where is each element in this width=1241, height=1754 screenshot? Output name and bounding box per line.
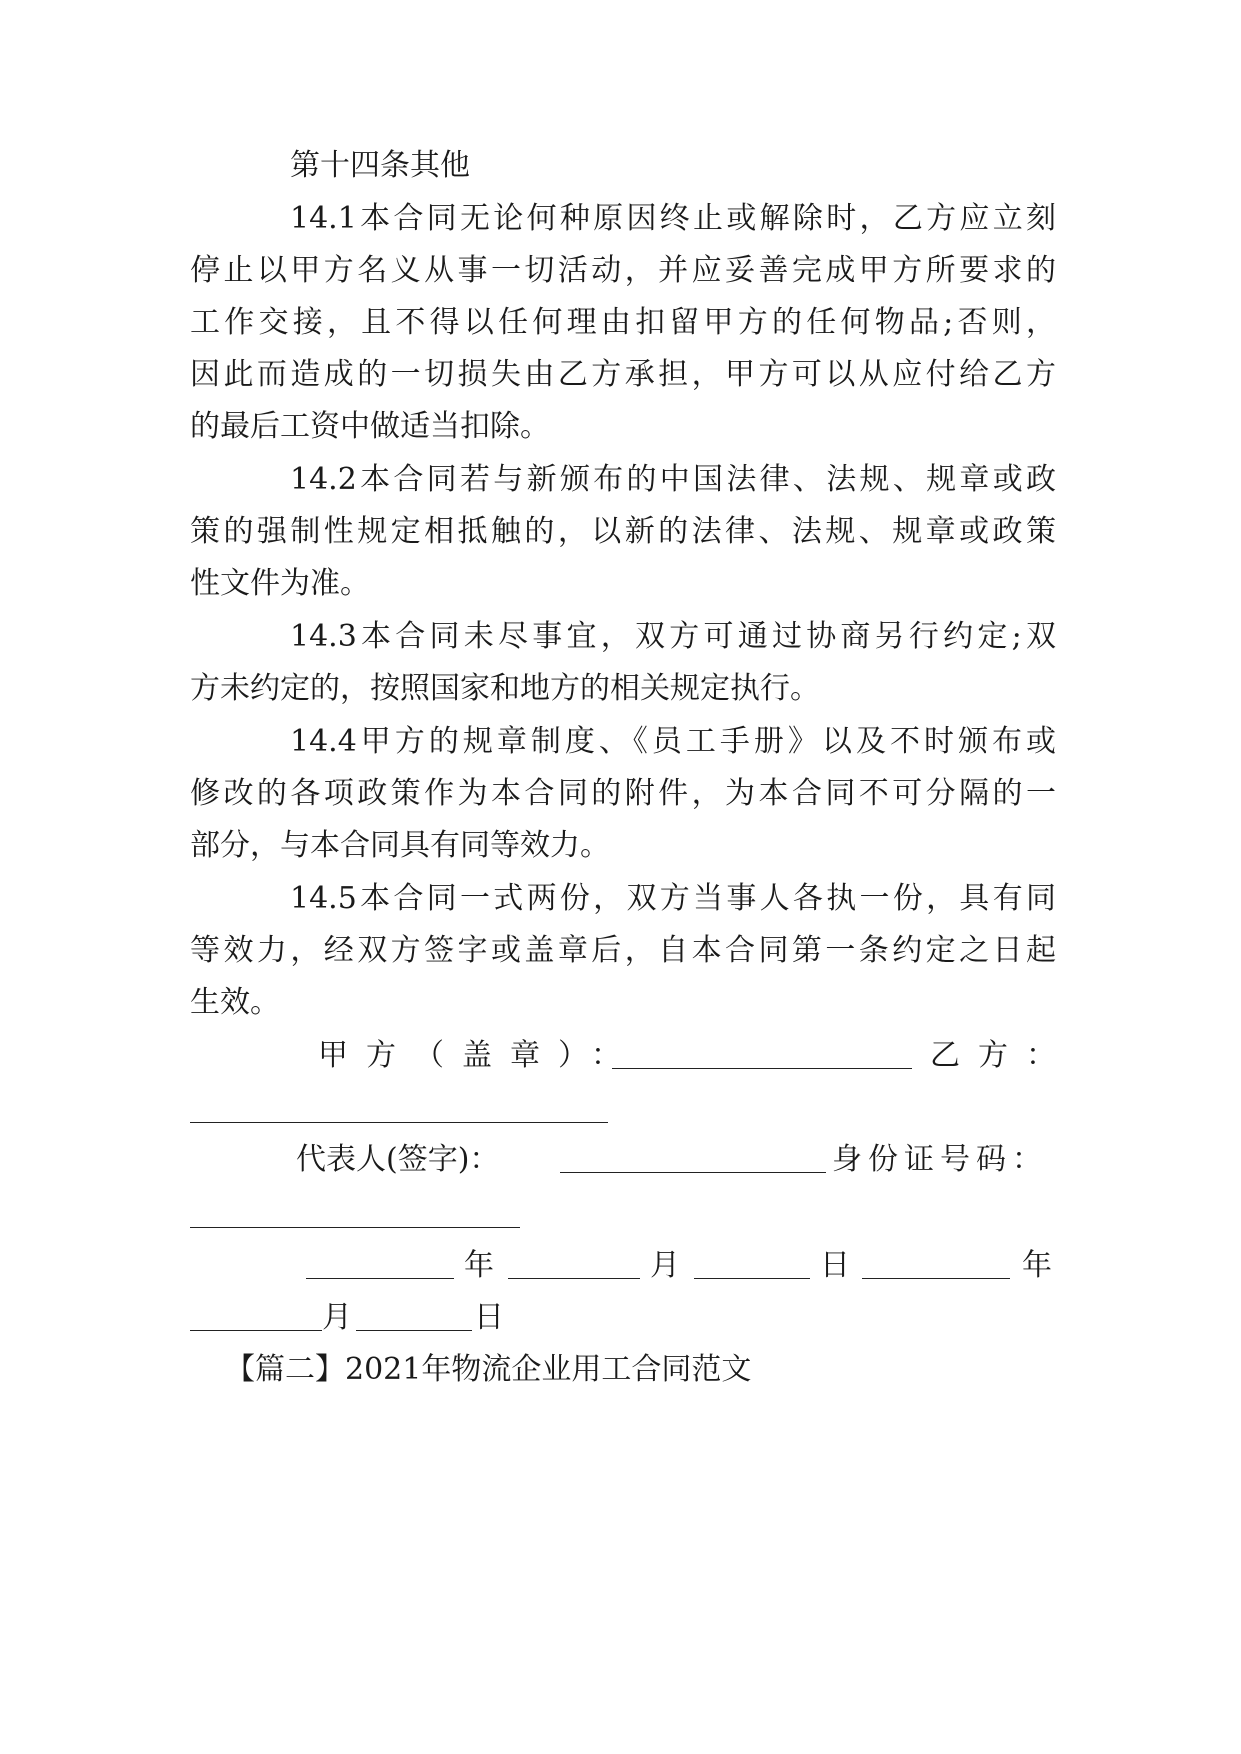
date-a-year-blank xyxy=(306,1278,454,1279)
clause-14-5-line-3: 生效。 xyxy=(190,985,280,1020)
id-number-blank xyxy=(190,1227,520,1228)
clause-14-4-line-1: 14.4甲方的规章制度、《员工手册》以及不时颁布或 xyxy=(290,724,1056,759)
clause-14-3-line-1: 14.3本合同未尽事宜，双方可通过协商另行约定;双 xyxy=(290,619,1056,654)
representative-blank xyxy=(560,1172,826,1173)
clause-14-1-line-5: 的最后工资中做适当扣除。 xyxy=(190,409,550,444)
date-b-year-label: 年 xyxy=(1022,1248,1052,1283)
representative-label: 代表人(签字)： xyxy=(296,1142,500,1177)
clause-14-1-line-2: 停止以甲方名义从事一切活动，并应妥善完成甲方所要求的 xyxy=(190,253,1056,288)
clause-14-1-line-1: 14.1本合同无论何种原因终止或解除时，乙方应立刻 xyxy=(290,201,1056,236)
article-heading: 第十四条其他 xyxy=(290,148,470,183)
date-a-month-blank xyxy=(508,1278,640,1279)
clause-14-1-line-3: 工作交接，且不得以任何理由扣留甲方的任何物品;否则， xyxy=(190,305,1056,340)
party-a-label: 甲方（盖章）： xyxy=(318,1038,639,1073)
id-number-label: 身份证号码： xyxy=(832,1142,1048,1177)
clause-14-4-line-2: 修改的各项政策作为本合同的附件，为本合同不可分隔的一 xyxy=(190,776,1056,811)
date-a-day-label: 日 xyxy=(820,1248,850,1283)
clause-14-2-line-2: 策的强制性规定相抵触的，以新的法律、法规、规章或政策 xyxy=(190,514,1056,549)
date-b-year-blank xyxy=(862,1278,1010,1279)
date-b-month-label: 月 xyxy=(322,1300,352,1335)
date-a-year-label: 年 xyxy=(464,1248,494,1283)
party-b-label: 乙方： xyxy=(930,1038,1074,1073)
party-b-blank xyxy=(190,1122,608,1123)
date-b-month-blank xyxy=(190,1330,322,1331)
date-a-day-blank xyxy=(694,1278,810,1279)
party-a-blank xyxy=(612,1068,912,1069)
date-b-day-label: 日 xyxy=(474,1300,504,1335)
date-b-day-blank xyxy=(356,1330,472,1331)
clause-14-5-line-2: 等效力，经双方签字或盖章后，自本合同第一条约定之日起 xyxy=(190,933,1056,968)
next-section-title: 【篇二】2021年物流企业用工合同范文 xyxy=(225,1352,752,1387)
clause-14-4-line-3: 部分，与本合同具有同等效力。 xyxy=(190,828,610,863)
clause-14-3-line-2: 方未约定的，按照国家和地方的相关规定执行。 xyxy=(190,671,820,706)
clause-14-5-line-1: 14.5本合同一式两份，双方当事人各执一份，具有同 xyxy=(290,881,1056,916)
clause-14-1-line-4: 因此而造成的一切损失由乙方承担，甲方可以从应付给乙方 xyxy=(190,357,1056,392)
date-a-month-label: 月 xyxy=(650,1248,680,1283)
clause-14-2-line-1: 14.2本合同若与新颁布的中国法律、法规、规章或政 xyxy=(290,462,1056,497)
clause-14-2-line-3: 性文件为准。 xyxy=(190,566,370,601)
